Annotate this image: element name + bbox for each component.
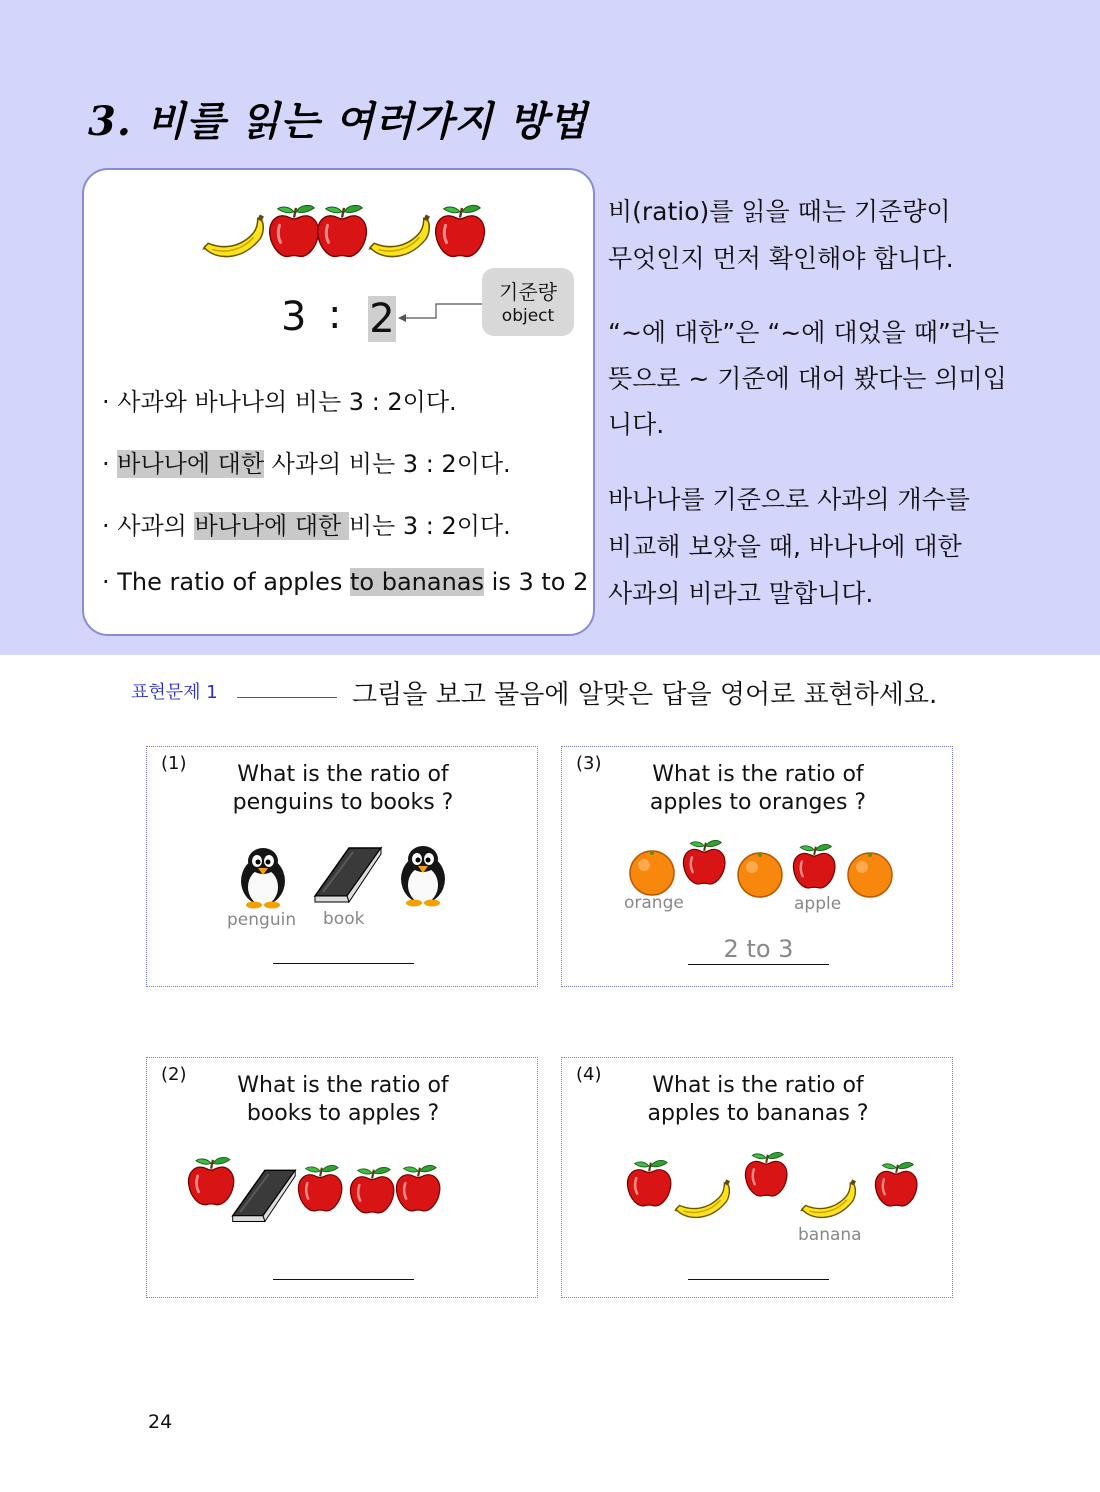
question-card-3 — [561, 746, 953, 987]
exercise-instruction: 그림을 보고 물음에 알맞은 답을 영어로 표현하세요. — [352, 680, 938, 710]
question-number: (1) — [161, 753, 187, 774]
banana-icon — [366, 202, 432, 264]
orange-icon — [846, 851, 894, 899]
answer-blank[interactable] — [273, 963, 414, 964]
bullet-text: is 3 to 2 — [484, 568, 589, 596]
page-number: 24 — [148, 1411, 173, 1433]
answer-blank[interactable] — [688, 1279, 829, 1280]
explanation-paragraph-1 — [608, 188, 1078, 282]
question-line-1: What is the ratio of — [237, 1073, 449, 1098]
question-card-1 — [146, 746, 538, 987]
question-card-2 — [146, 1057, 538, 1298]
book-icon — [227, 1160, 299, 1228]
banana-icon — [670, 1170, 734, 1226]
explanation-line: 무엇인지 먼저 확인해야 합니다. — [608, 244, 954, 273]
base-label-kr: 기준량 — [499, 280, 557, 304]
question-line-2: apples to bananas ? — [647, 1101, 869, 1126]
explanation-line: 비(ratio)를 읽을 때는 기준량이 — [608, 197, 951, 226]
penguin-label: penguin — [227, 910, 297, 930]
answer-blank[interactable] — [273, 1279, 414, 1280]
bullet-text: · 사과와 바나나의 비는 3 : 2이다. — [102, 388, 457, 416]
explanation-paragraph-2 — [608, 310, 1078, 448]
answer-blank[interactable] — [688, 964, 829, 965]
apple-icon — [349, 1166, 397, 1218]
base-label-en: object — [501, 306, 555, 326]
banana-label: banana — [798, 1225, 862, 1245]
question-line-1: What is the ratio of — [237, 762, 449, 787]
penguin-icon — [235, 847, 291, 909]
bullet-text: · The ratio of apples — [102, 568, 350, 596]
bullet-2 — [102, 444, 511, 479]
explanation-line: 바나나를 기준으로 사과의 개수를 — [608, 485, 970, 514]
orange-icon — [628, 849, 676, 897]
book-icon — [309, 839, 385, 907]
banana-icon — [200, 202, 266, 264]
bullet-text: · — [102, 450, 118, 478]
apple-icon — [874, 1160, 920, 1212]
question-line-2: books to apples ? — [246, 1101, 440, 1126]
explanation-line: 비교해 보았을 때, 바나나에 대한 — [608, 532, 962, 561]
bullet-text: 비는 3 : 2이다. — [348, 512, 511, 540]
bullet-text: · 사과의 — [102, 512, 195, 540]
explanation-line: “~에 대한”은 “~에 대었을 때”라는 — [608, 318, 1000, 347]
explanation-line: 사과의 비라고 말합니다. — [608, 579, 874, 608]
apple-icon — [434, 202, 488, 264]
exercise-label-underline — [237, 697, 337, 698]
bullet-3 — [102, 506, 511, 541]
explanation-paragraph-3 — [608, 476, 1078, 617]
bullet-4 — [102, 568, 588, 596]
orange-label: orange — [624, 893, 684, 913]
section-title: 3. 비를 읽는 여러가지 방법 — [88, 98, 588, 145]
question-line-1: What is the ratio of — [652, 1073, 864, 1098]
apple-icon — [395, 1164, 443, 1216]
apple-icon — [268, 202, 322, 264]
bullet-text: 사과의 비는 3 : 2이다. — [264, 450, 511, 478]
explanation-line: 뜻으로 ~ 기준에 대어 봤다는 의미입 — [608, 364, 1007, 393]
penguin-icon — [395, 845, 451, 907]
apple-icon — [316, 202, 370, 264]
question-line-2: apples to oranges ? — [649, 790, 867, 815]
explanation-line: 니다. — [608, 410, 665, 439]
question-line-2: penguins to books ? — [232, 790, 454, 815]
question-number: (3) — [576, 753, 602, 774]
question-number: (4) — [576, 1064, 602, 1085]
banana-icon — [796, 1170, 860, 1226]
ratio-colon: : — [328, 292, 342, 338]
ratio-first-term: 3 — [281, 294, 307, 340]
highlight-text: 바나나에 대한 — [117, 450, 264, 478]
base-quantity-box — [482, 268, 574, 336]
apple-icon — [297, 1164, 345, 1216]
highlight-text: to bananas — [350, 568, 485, 596]
ratio-base-term: 2 — [369, 296, 395, 342]
question-line-1: What is the ratio of — [652, 762, 864, 787]
fruit-row — [200, 202, 490, 264]
question-number: (2) — [161, 1064, 187, 1085]
highlight-text: 바나나에 대한 — [194, 512, 349, 540]
book-label: book — [323, 909, 365, 929]
apple-icon — [744, 1150, 790, 1202]
arrow-icon — [396, 300, 486, 324]
apple-icon — [682, 839, 728, 889]
apple-icon — [792, 843, 838, 893]
bullet-1 — [102, 382, 457, 417]
orange-icon — [736, 851, 784, 899]
apple-label: apple — [794, 894, 842, 914]
question-card-4 — [561, 1057, 953, 1298]
example-card — [82, 168, 595, 636]
exercise-label: 표현문제 1 — [131, 682, 218, 703]
apple-icon — [626, 1158, 674, 1212]
answer-text: 2 to 3 — [723, 935, 794, 963]
